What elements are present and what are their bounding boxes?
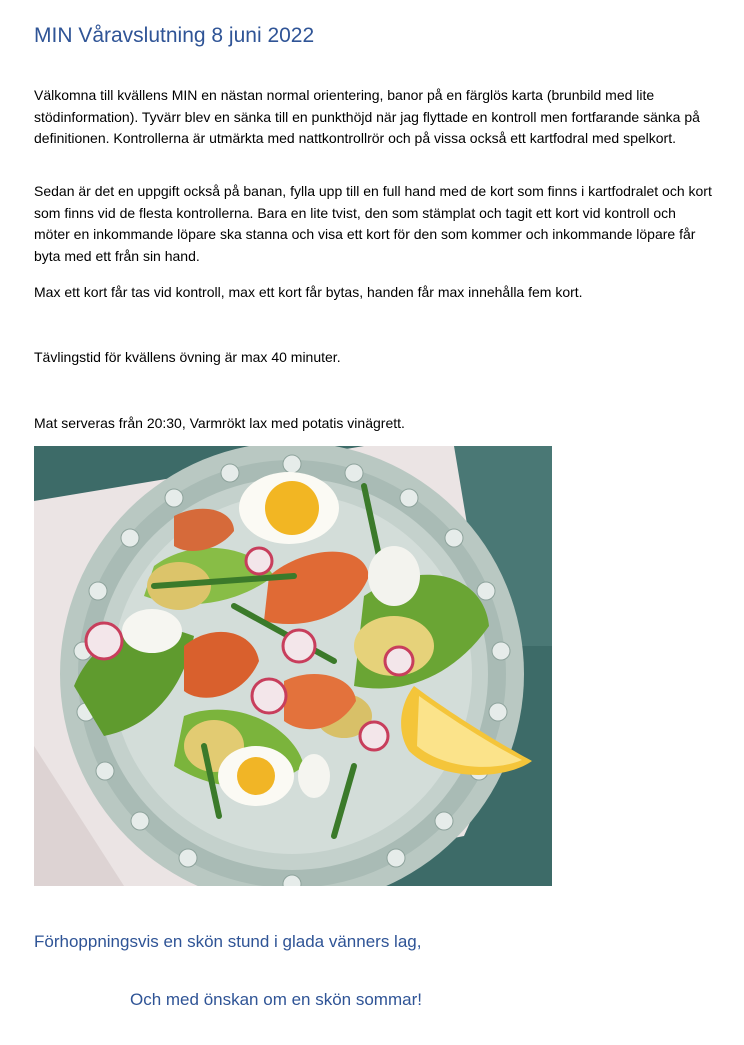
time-limit-paragraph: Tävlingstid för kvällens övning är max 40 minuter.: [34, 349, 341, 365]
closing-line-1: Förhoppningsvis en skön stund i glada vänners lag,: [34, 932, 422, 951]
task-paragraph: Sedan är det en uppgift också på banan, fylla upp till en full hand med de kort som finns i kartfodralet och kort som finns vid de flesta kontrollerna. Bara en lite tvist, den som stämplat och tagit ett kort vid kontroll och möter en inkommande löpare ska stanna och visa ett kort för den som kommer och inkommande löpare får byta med ett från sin hand.: [34, 183, 712, 264]
closing-line-2: Och med önskan om en skön sommar!: [130, 990, 422, 1009]
document-title: MIN Våravslutning 8 juni 2022: [34, 24, 315, 47]
salmon-salad-photo: [34, 446, 552, 886]
food-paragraph: Mat serveras från 20:30, Varmrökt lax med potatis vinägrett.: [34, 415, 405, 431]
rules-paragraph: Max ett kort får tas vid kontroll, max ett kort får bytas, handen får max innehålla fem kort.: [34, 284, 583, 300]
intro-paragraph: Välkomna till kvällens MIN en nästan normal orientering, banor på en färglös karta (brunbild med lite stödinformation). Tyvärr blev en sänka till en punkthöjd när jag flyttade en kontroll men fortfarande sänka på definitionen. Kontrollerna är utmärkta med nattkontrollrör och på vissa också ett kartfodral med spelkort.: [34, 87, 700, 146]
